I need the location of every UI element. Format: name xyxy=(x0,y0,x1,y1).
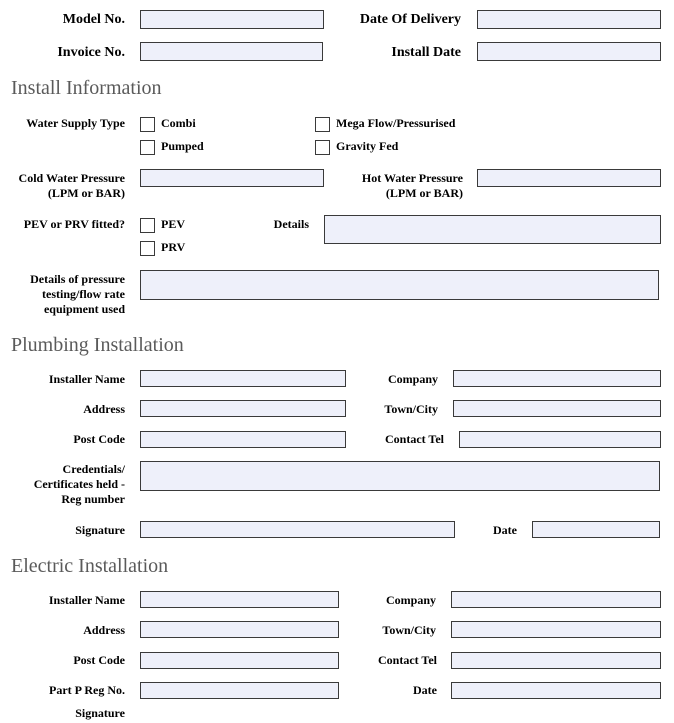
prv-label: PRV xyxy=(161,240,186,254)
electric-date-label: Date xyxy=(413,683,437,697)
date-of-delivery-label: Date Of Delivery xyxy=(359,12,461,27)
plumbing-contact-tel-input[interactable] xyxy=(459,431,661,448)
plumbing-company-label: Company xyxy=(387,372,438,386)
cold-water-pressure-label xyxy=(19,171,125,201)
gravity-fed-checkbox[interactable] xyxy=(315,140,330,155)
electric-contact-tel-label: Contact Tel xyxy=(377,653,437,667)
electric-post-code-input[interactable] xyxy=(140,652,339,669)
pressure-testing-input[interactable] xyxy=(140,270,659,300)
plumbing-address-input[interactable] xyxy=(140,400,346,417)
pev-prv-fitted-label: PEV or PRV fitted? xyxy=(23,217,125,231)
plumbing-installer-name-label: Installer Name xyxy=(48,372,125,386)
plumbing-post-code-label: Post Code xyxy=(73,432,125,446)
electric-address-label: Address xyxy=(83,623,125,637)
electric-company-input[interactable] xyxy=(451,591,661,608)
credentials-line-3: Reg number xyxy=(61,492,125,506)
plumbing-post-code-input[interactable] xyxy=(140,431,346,448)
mega-flow-label: Mega Flow/Pressurised xyxy=(336,116,456,130)
cold-water-pressure-line-1: Cold Water Pressure xyxy=(18,171,125,185)
details-label: Details xyxy=(273,217,309,231)
plumbing-signature-input[interactable] xyxy=(140,521,455,538)
credentials-label xyxy=(34,462,125,507)
model-no-input[interactable] xyxy=(140,10,324,29)
electric-company-label: Company xyxy=(385,593,436,607)
plumbing-date-input[interactable] xyxy=(532,521,660,538)
plumbing-company-input[interactable] xyxy=(453,370,661,387)
pumped-checkbox[interactable] xyxy=(140,140,155,155)
credentials-line-2: Certificates held - xyxy=(33,477,125,491)
electric-installer-name-label: Installer Name xyxy=(48,593,125,607)
install-information-heading: Install Information xyxy=(11,77,162,99)
pressure-testing-line-1: Details of pressure xyxy=(30,272,125,286)
prv-checkbox[interactable] xyxy=(140,241,155,256)
invoice-no-label: Invoice No. xyxy=(57,45,125,60)
credentials-input[interactable] xyxy=(140,461,660,491)
plumbing-contact-tel-label: Contact Tel xyxy=(384,432,444,446)
plumbing-signature-label: Signature xyxy=(75,523,125,537)
plumbing-town-city-input[interactable] xyxy=(453,400,661,417)
model-no-label: Model No. xyxy=(62,12,125,27)
install-date-input[interactable] xyxy=(477,42,661,61)
pev-checkbox[interactable] xyxy=(140,218,155,233)
hot-water-pressure-input[interactable] xyxy=(477,169,661,187)
electric-signature-label: Signature xyxy=(75,706,125,720)
hot-water-pressure-line-2: (LPM or BAR) xyxy=(385,186,463,200)
electric-town-city-label: Town/City xyxy=(382,623,436,637)
electric-date-input[interactable] xyxy=(451,682,661,699)
plumbing-town-city-label: Town/City xyxy=(384,402,438,416)
pressure-testing-label xyxy=(30,272,125,317)
electric-post-code-label: Post Code xyxy=(73,653,125,667)
combi-label: Combi xyxy=(161,116,196,130)
pumped-label: Pumped xyxy=(161,139,204,153)
details-input[interactable] xyxy=(324,215,661,244)
pressure-testing-line-2: testing/flow rate xyxy=(42,287,125,301)
install-date-label: Install Date xyxy=(391,45,461,60)
cold-water-pressure-input[interactable] xyxy=(140,169,324,187)
gravity-fed-label: Gravity Fed xyxy=(336,139,399,153)
plumbing-address-label: Address xyxy=(83,402,125,416)
cold-water-pressure-line-2: (LPM or BAR) xyxy=(47,186,125,200)
part-p-reg-no-label: Part P Reg No. xyxy=(49,683,125,697)
pev-label: PEV xyxy=(161,217,185,231)
plumbing-installer-name-input[interactable] xyxy=(140,370,346,387)
mega-flow-checkbox[interactable] xyxy=(315,117,330,132)
hot-water-pressure-line-1: Hot Water Pressure xyxy=(361,171,463,185)
electric-contact-tel-input[interactable] xyxy=(451,652,661,669)
credentials-line-1: Credentials/ xyxy=(62,462,125,476)
electric-address-input[interactable] xyxy=(140,621,339,638)
date-of-delivery-input[interactable] xyxy=(477,10,661,29)
electric-installation-heading: Electric Installation xyxy=(11,555,169,577)
water-supply-type-label: Water Supply Type xyxy=(26,116,125,130)
electric-town-city-input[interactable] xyxy=(451,621,661,638)
hot-water-pressure-label xyxy=(362,171,463,201)
combi-checkbox[interactable] xyxy=(140,117,155,132)
invoice-no-input[interactable] xyxy=(140,42,323,61)
plumbing-date-label: Date xyxy=(493,523,517,537)
part-p-reg-no-input[interactable] xyxy=(140,682,339,699)
pressure-testing-line-3: equipment used xyxy=(43,302,125,316)
electric-installer-name-input[interactable] xyxy=(140,591,339,608)
plumbing-installation-heading: Plumbing Installation xyxy=(11,334,184,356)
